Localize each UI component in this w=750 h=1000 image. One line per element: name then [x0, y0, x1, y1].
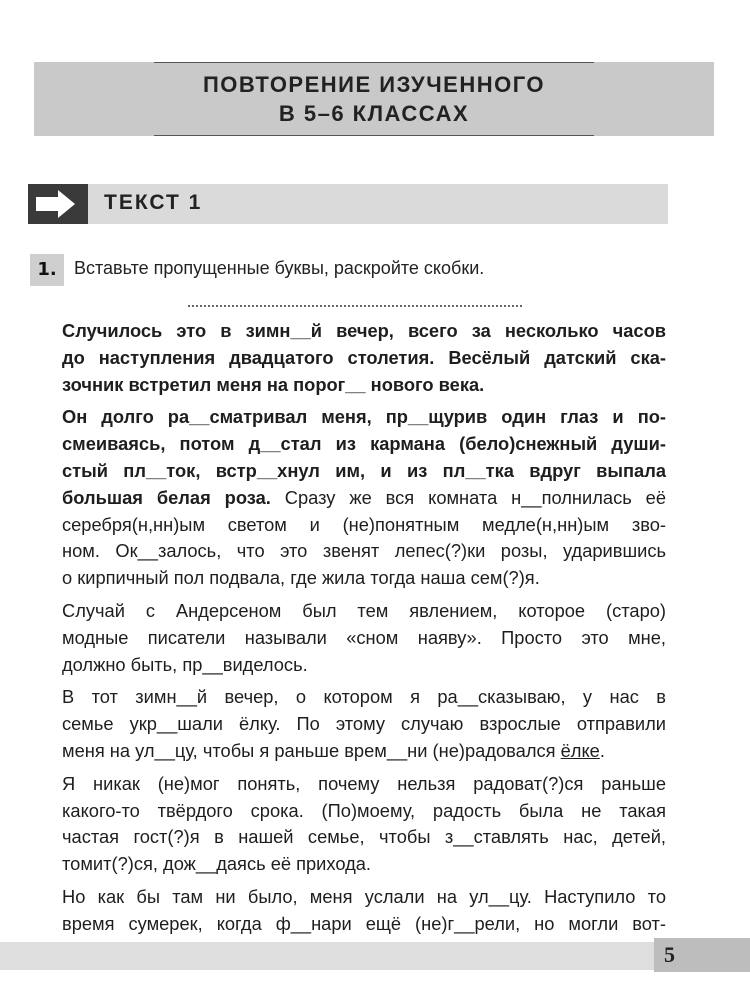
text-line: серебря(н,нн)ым светом и (не)понятным медле(н,нн)ым зво-: [62, 513, 666, 535]
text-line: должно быть, пр__виделось.: [62, 653, 308, 675]
exercise-text: [62, 318, 666, 944]
text-line: [62, 738, 666, 765]
arrow-right-icon: [28, 184, 88, 224]
section-header: [28, 184, 668, 224]
chapter-title-line-1: ПОВТОРЕНИЕ ИЗУЧЕННОГО: [202, 72, 546, 97]
text-line: до наступления двадцатого столетия. Весёлый датский ска-: [62, 346, 666, 368]
text-line: зочник встретил меня на порог__ нового века.: [62, 373, 485, 395]
text-fragment: .: [599, 739, 605, 761]
footer-strip: [0, 942, 654, 970]
text-line: стый пл__ток, встр__хнул им, и из пл__тка вдруг выпала: [62, 459, 666, 481]
bold-fragment: большая белая роза.: [62, 486, 271, 508]
task-instruction: Вставьте пропущенные буквы, раскройте скобки.: [74, 258, 485, 278]
text-line: смеиваясь, потом д__стал из кармана (бело)снежный души-: [62, 433, 666, 455]
chapter-title-banner: [34, 62, 714, 136]
chapter-title-line-2: В 5–6 КЛАССАХ: [278, 101, 470, 126]
paragraph-3: [62, 598, 666, 678]
paragraph-1: [62, 318, 666, 398]
text-line: Но как бы там ни было, меня услали на ул__цу. Наступило то: [62, 885, 666, 907]
paragraph-6: [62, 884, 666, 938]
text-line: Случай с Андерсеном был тем явлением, которое (старо): [62, 599, 666, 621]
text-fragment: меня на ул__цу, чтобы я раньше врем__ни (не)радовался: [62, 739, 561, 761]
paragraph-5: [62, 771, 666, 878]
underlined-word: ёлке: [560, 739, 600, 761]
text-line: Случилось это в зимн__й вечер, всего за несколько часов: [62, 320, 666, 341]
text-line: какого-то твёрдого срока. (По)моему, радость была не такая: [62, 799, 666, 821]
text-line: семье укр__шали ёлку. По этому случаю взрослые отправили: [62, 713, 666, 735]
section-title: ТЕКСТ 1: [104, 191, 203, 214]
text-line: ном. Ок__залось, что это звенят лепес(?)ки розы, ударившись: [62, 540, 666, 562]
text-line: Я никак (не)мог понять, почему нельзя радоват(?)ся раньше: [62, 772, 666, 794]
task-number: 1.: [30, 254, 64, 286]
text-line: Он долго ра__сматривал меня, пр__щурив один глаз и по-: [62, 406, 666, 428]
text-line: томит(?)ся, дож__даясь её прихода.: [62, 853, 372, 875]
page-number: 5: [664, 942, 675, 967]
text-line: [62, 485, 666, 512]
text-fragment: Сразу же вся комната н__полнилась её: [270, 486, 666, 508]
text-line: модные писатели называли «сном наяву». Просто это мне,: [62, 626, 666, 648]
paragraph-4: [62, 684, 666, 764]
text-line: о кирпичный пол подвала, где жила тогда наша сем(?)я.: [62, 567, 540, 589]
dotted-divider: [188, 305, 522, 307]
text-line: время сумерек, когда ф__нари ещё (не)г__рели, но могли вот-: [62, 912, 666, 934]
text-line: частая гост(?)я в нашей семье, чтобы з__ставлять нас, детей,: [62, 826, 666, 848]
paragraph-2: [62, 404, 666, 592]
text-line: В тот зимн__й вечер, о котором я ра__сказываю, у нас в: [62, 686, 666, 708]
